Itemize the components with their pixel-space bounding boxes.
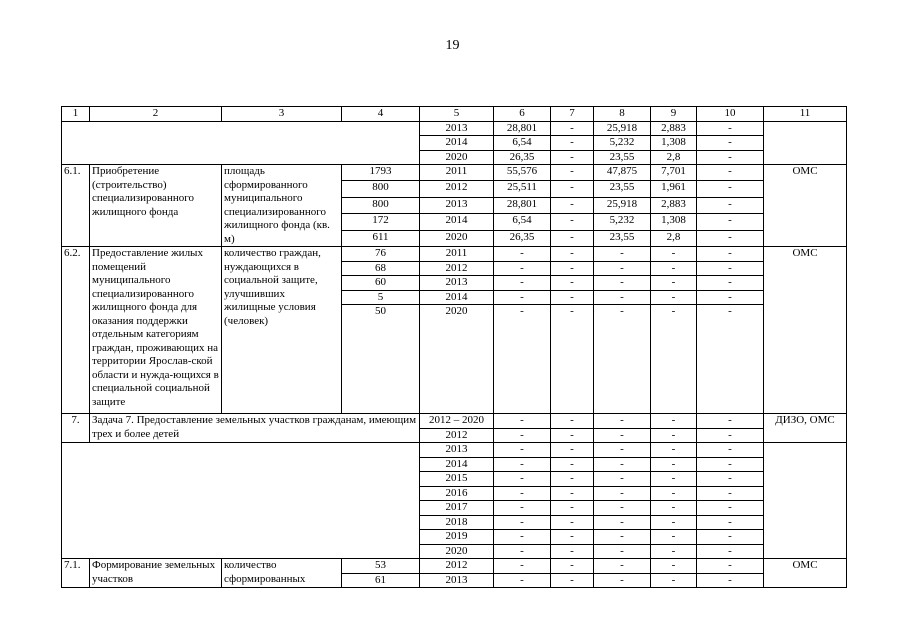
task-number: 7. xyxy=(62,414,90,443)
indicator-value: 61 xyxy=(342,573,420,588)
cell-federal: - xyxy=(551,559,594,574)
cell-year: 2014 xyxy=(420,457,494,472)
cell-year: 2020 xyxy=(420,305,494,414)
cell-regional: - xyxy=(594,247,651,262)
cell-regional: 23,55 xyxy=(594,181,651,197)
cell-total: - xyxy=(494,414,551,429)
cell-federal: - xyxy=(551,290,594,305)
indicator-value: 60 xyxy=(342,276,420,291)
cell-other: - xyxy=(697,573,764,588)
item-executor: ОМС xyxy=(764,559,847,588)
cell-total: - xyxy=(494,305,551,414)
cell-other: - xyxy=(697,305,764,414)
cell-year: 2012 xyxy=(420,261,494,276)
indicator-value: 50 xyxy=(342,305,420,414)
cell-local: - xyxy=(651,276,697,291)
header-cell: 5 xyxy=(420,107,494,122)
cell-federal: - xyxy=(551,305,594,414)
cell-regional: - xyxy=(594,530,651,545)
cell-regional: - xyxy=(594,486,651,501)
cell-regional: 25,918 xyxy=(594,197,651,213)
cell-total: - xyxy=(494,290,551,305)
item-executor: ОМС xyxy=(764,247,847,414)
cell-local: - xyxy=(651,544,697,559)
header-cell: 9 xyxy=(651,107,697,122)
cell-local: - xyxy=(651,501,697,516)
cell-total: - xyxy=(494,559,551,574)
cell-other: - xyxy=(697,501,764,516)
cell-federal: - xyxy=(551,165,594,181)
indicator-value: 1793 xyxy=(342,165,420,181)
cell-other: - xyxy=(697,214,764,230)
cell-local: - xyxy=(651,472,697,487)
cell-other: - xyxy=(697,136,764,151)
cell-total: 26,35 xyxy=(494,230,551,246)
cell-total: 6,54 xyxy=(494,214,551,230)
cell-federal: - xyxy=(551,443,594,458)
cell-other: - xyxy=(697,276,764,291)
cell-other: - xyxy=(697,559,764,574)
cell-other: - xyxy=(697,443,764,458)
cell-other: - xyxy=(697,150,764,165)
cell-year: 2013 xyxy=(420,573,494,588)
item-number: 6.1. xyxy=(62,165,90,247)
cell-federal: - xyxy=(551,136,594,151)
cell-local: 2,883 xyxy=(651,121,697,136)
cell-other: - xyxy=(697,457,764,472)
cell-regional: - xyxy=(594,414,651,429)
cell-other: - xyxy=(697,197,764,213)
cell-year: 2013 xyxy=(420,197,494,213)
cell-total: 28,801 xyxy=(494,197,551,213)
cell-year: 2020 xyxy=(420,230,494,246)
task-title: Задача 7. Предоставление земельных участков гражданам, имеющим трех и более детей xyxy=(90,414,420,443)
table-row xyxy=(62,414,847,429)
cell-federal: - xyxy=(551,276,594,291)
cell-regional: - xyxy=(594,544,651,559)
cell-total: 25,511 xyxy=(494,181,551,197)
cell-local: - xyxy=(651,414,697,429)
cell-regional: - xyxy=(594,501,651,516)
item-indicator: площадь сформированного муниципального специализированного жилищного фонда (кв. м) xyxy=(222,165,342,247)
header-cell: 1 xyxy=(62,107,90,122)
cell-local: - xyxy=(651,573,697,588)
cell-total: 26,35 xyxy=(494,150,551,165)
cell-regional: - xyxy=(594,428,651,443)
cell-local: 1,961 xyxy=(651,181,697,197)
cell-total: - xyxy=(494,544,551,559)
cell-regional: 5,232 xyxy=(594,136,651,151)
cell-other: - xyxy=(697,428,764,443)
cell-total: - xyxy=(494,573,551,588)
cell-year: 2014 xyxy=(420,214,494,230)
cell-total: 6,54 xyxy=(494,136,551,151)
cell-year: 2018 xyxy=(420,515,494,530)
cell-other: - xyxy=(697,486,764,501)
header-cell: 8 xyxy=(594,107,651,122)
cell-other: - xyxy=(697,544,764,559)
cell-federal: - xyxy=(551,247,594,262)
task-blank xyxy=(62,443,420,559)
cell-federal: - xyxy=(551,486,594,501)
cell-total: 55,576 xyxy=(494,165,551,181)
cell-regional: 23,55 xyxy=(594,150,651,165)
cell-total: - xyxy=(494,486,551,501)
continuation-blank xyxy=(62,121,420,165)
cell-other: - xyxy=(697,247,764,262)
cell-total: - xyxy=(494,443,551,458)
cell-year: 2020 xyxy=(420,150,494,165)
cell-federal: - xyxy=(551,515,594,530)
cell-year: 2011 xyxy=(420,165,494,181)
table-row xyxy=(62,559,847,574)
cell-regional: - xyxy=(594,443,651,458)
item-name: Приобретение (строительство) специализированного жилищного фонда xyxy=(90,165,222,247)
header-cell: 10 xyxy=(697,107,764,122)
cell-local: - xyxy=(651,247,697,262)
cell-regional: - xyxy=(594,472,651,487)
header-cell: 11 xyxy=(764,107,847,122)
indicator-value: 76 xyxy=(342,247,420,262)
cell-regional: - xyxy=(594,261,651,276)
cell-total: - xyxy=(494,276,551,291)
cell-other: - xyxy=(697,530,764,545)
cell-federal: - xyxy=(551,214,594,230)
cell-total: - xyxy=(494,457,551,472)
item-number: 6.2. xyxy=(62,247,90,414)
cell-local: - xyxy=(651,457,697,472)
cell-total: - xyxy=(494,515,551,530)
table-row xyxy=(62,165,847,181)
cell-year: 2012 xyxy=(420,559,494,574)
indicator-value: 611 xyxy=(342,230,420,246)
cell-other: - xyxy=(697,230,764,246)
cell-regional: - xyxy=(594,305,651,414)
header-cell: 4 xyxy=(342,107,420,122)
cell-federal: - xyxy=(551,501,594,516)
cell-year: 2014 xyxy=(420,136,494,151)
cell-total: - xyxy=(494,261,551,276)
item-name: Предоставление жилых помещений муниципального специализированного жилищного фонда для оказания поддержки отдельным категориям граждан, проживающих на территории Ярослав-ской области и нужда-ющихся в специальной социальной защите xyxy=(90,247,222,414)
cell-other: - xyxy=(697,414,764,429)
header-cell: 7 xyxy=(551,107,594,122)
item-number: 7.1. xyxy=(62,559,90,588)
cell-local: - xyxy=(651,559,697,574)
header-cell: 2 xyxy=(90,107,222,122)
table-row xyxy=(62,247,847,262)
cell-total: - xyxy=(494,428,551,443)
cell-year: 2012 xyxy=(420,181,494,197)
cell-total: 28,801 xyxy=(494,121,551,136)
cell-other: - xyxy=(697,290,764,305)
task-exec-blank xyxy=(764,443,847,559)
table-body xyxy=(62,107,847,588)
cell-local: 7,701 xyxy=(651,165,697,181)
cell-federal: - xyxy=(551,230,594,246)
cell-federal: - xyxy=(551,121,594,136)
cell-total: - xyxy=(494,472,551,487)
cell-regional: 47,875 xyxy=(594,165,651,181)
cell-federal: - xyxy=(551,472,594,487)
cell-regional: - xyxy=(594,290,651,305)
page-number: 19 xyxy=(445,38,460,53)
cell-federal: - xyxy=(551,530,594,545)
cell-regional: 23,55 xyxy=(594,230,651,246)
cell-total: - xyxy=(494,501,551,516)
cell-federal: - xyxy=(551,544,594,559)
item-executor: ОМС xyxy=(764,165,847,247)
item-indicator: количество сформированных xyxy=(222,559,342,588)
cell-year: 2014 xyxy=(420,290,494,305)
cell-federal: - xyxy=(551,197,594,213)
cell-local: 2,883 xyxy=(651,197,697,213)
cell-year: 2019 xyxy=(420,530,494,545)
cell-regional: 5,232 xyxy=(594,214,651,230)
item-indicator: количество граждан, нуждающихся в социальной защите, улучшивших жилищные условия (человек) xyxy=(222,247,342,414)
cell-other: - xyxy=(697,165,764,181)
cell-other: - xyxy=(697,181,764,197)
cell-year: 2020 xyxy=(420,544,494,559)
indicator-value: 53 xyxy=(342,559,420,574)
header-cell: 6 xyxy=(494,107,551,122)
item-name: Формирование земельных участков xyxy=(90,559,222,588)
cell-other: - xyxy=(697,515,764,530)
cell-regional: 25,918 xyxy=(594,121,651,136)
header-cell: 3 xyxy=(222,107,342,122)
table-row xyxy=(62,121,847,136)
cell-year: 2012 xyxy=(420,428,494,443)
cell-federal: - xyxy=(551,261,594,276)
continuation-exec-blank xyxy=(764,121,847,165)
cell-federal: - xyxy=(551,457,594,472)
task-executor: ДИЗО, ОМС xyxy=(764,414,847,443)
cell-local: - xyxy=(651,443,697,458)
cell-total: - xyxy=(494,247,551,262)
cell-year: 2015 xyxy=(420,472,494,487)
cell-total: - xyxy=(494,530,551,545)
cell-regional: - xyxy=(594,515,651,530)
cell-local: - xyxy=(651,486,697,501)
program-table xyxy=(61,106,847,588)
cell-year: 2012 – 2020 xyxy=(420,414,494,429)
cell-federal: - xyxy=(551,150,594,165)
table-row xyxy=(62,443,847,458)
cell-local: 2,8 xyxy=(651,150,697,165)
indicator-value: 68 xyxy=(342,261,420,276)
cell-federal: - xyxy=(551,414,594,429)
cell-regional: - xyxy=(594,559,651,574)
cell-other: - xyxy=(697,261,764,276)
cell-local: 1,308 xyxy=(651,136,697,151)
cell-local: - xyxy=(651,428,697,443)
indicator-value: 5 xyxy=(342,290,420,305)
cell-other: - xyxy=(697,472,764,487)
cell-local: - xyxy=(651,305,697,414)
cell-local: - xyxy=(651,515,697,530)
indicator-value: 172 xyxy=(342,214,420,230)
cell-federal: - xyxy=(551,428,594,443)
cell-year: 2016 xyxy=(420,486,494,501)
cell-local: - xyxy=(651,290,697,305)
header-row xyxy=(62,107,847,122)
cell-year: 2013 xyxy=(420,443,494,458)
cell-other: - xyxy=(697,121,764,136)
cell-regional: - xyxy=(594,573,651,588)
cell-local: - xyxy=(651,530,697,545)
cell-federal: - xyxy=(551,181,594,197)
cell-local: - xyxy=(651,261,697,276)
cell-year: 2013 xyxy=(420,121,494,136)
indicator-value: 800 xyxy=(342,197,420,213)
cell-federal: - xyxy=(551,573,594,588)
indicator-value: 800 xyxy=(342,181,420,197)
cell-local: 2,8 xyxy=(651,230,697,246)
cell-year: 2013 xyxy=(420,276,494,291)
cell-year: 2017 xyxy=(420,501,494,516)
cell-regional: - xyxy=(594,276,651,291)
cell-year: 2011 xyxy=(420,247,494,262)
cell-local: 1,308 xyxy=(651,214,697,230)
cell-regional: - xyxy=(594,457,651,472)
